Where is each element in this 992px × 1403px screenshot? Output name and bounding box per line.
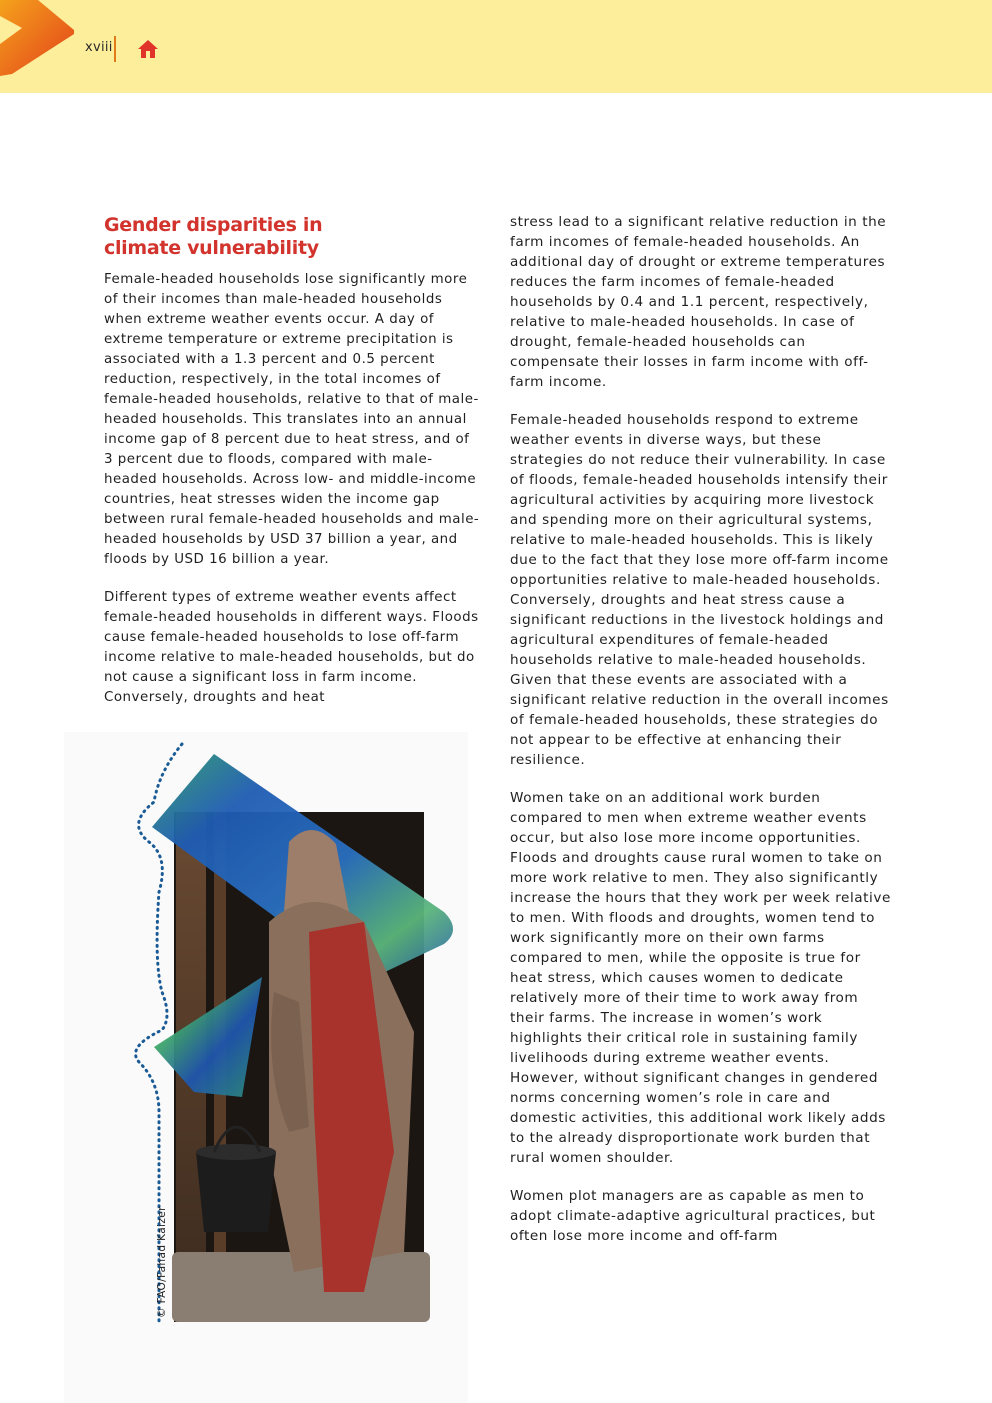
page-header	[0, 0, 992, 93]
body-paragraph: Women take on an additional work burden compared to men when extreme weather events occur, but also lose more income opportunities. Floods and droughts cause rural women to take on more work relative to men. They also significantly increase the hours that they work per week relative to men. With floods and droughts, women tend to work significantly more on their own farms compared to men, while the opposite is true for heat stress, which causes women to dedicate relatively more of their time to work away from their farms. The increase in women’s work highlights their critical role in sustaining family livelihoods during extreme weather events. However, without significant changes in gendered norms concerning women’s role in care and domestic activities, this additional work likely adds to the already disproportionate work burden that rural women shoulder.	[510, 790, 891, 1166]
home-icon[interactable]	[137, 39, 159, 59]
section-title-line1: Gender disparities in	[104, 214, 323, 236]
section-title	[104, 214, 482, 260]
body-paragraph: stress lead to a significant relative reduction in the farm incomes of female-headed households. An additional day of drought or extreme temperatures reduces the farm incomes of female-headed households by 0.4 and 1.1 percent, respectively, relative to male-headed households. In case of drought, female-headed households can compensate their losses in farm income with off-farm income.	[510, 214, 887, 390]
body-paragraph: Different types of extreme weather events affect female-headed households in different ways. Floods cause female-headed households to lose off-farm income relative to male-headed households, but do not cause a significant loss in farm income. Conversely, droughts and heat	[104, 590, 479, 705]
page-number: xviii	[85, 40, 113, 55]
body-paragraph: Female-headed households lose significantly more of their incomes than male-headed households when extreme weather events occur. A day of extreme temperature or extreme precipitation is associated with a 1.3 percent and 0.5 percent reduction, respectively, in the total incomes of female-headed households, relative to that of male-headed households. This translates into an annual income gap of 8 percent due to heat stress, and of 3 percent due to floods, compared with male-headed households. Across low- and middle-income countries, heat stresses widen the income gap between rural female-headed households and male-headed households by USD 37 billion a year, and floods by USD 16 billion a year.	[104, 272, 480, 567]
photo-credit: © FAO/Fahad Kaizer	[156, 1206, 168, 1318]
left-column	[104, 214, 482, 726]
body-paragraph: Female-headed households respond to extreme weather events in diverse ways, but these strategies do not reduce their vulnerability. In case of floods, female-headed households intensify their agricultural activities by acquiring more livestock and spending more on their agricultural systems, relative to male-headed households. This is likely due to the fact that they lose more off-farm income opportunities relative to male-headed households. Conversely, droughts and heat stress cause a significant reductions in the livestock holdings and agricultural expenditures of female-headed households relative to male-headed households. Given that these events are associated with a significant relative reduction in the overall incomes of female-headed households, these strategies do not appear to be effective at enhancing their resilience.	[510, 412, 889, 768]
photo-area	[64, 732, 468, 1403]
body-paragraph: Women plot managers are as capable as men to adopt climate-adaptive agricultural practices, but often lose more income and off-farm	[510, 1188, 876, 1244]
chevron-logo-icon	[0, 0, 80, 80]
woman-with-bucket-photo	[64, 732, 468, 1403]
right-column	[510, 212, 892, 1264]
section-title-line2: climate vulnerability	[104, 237, 319, 259]
header-divider	[114, 36, 116, 62]
